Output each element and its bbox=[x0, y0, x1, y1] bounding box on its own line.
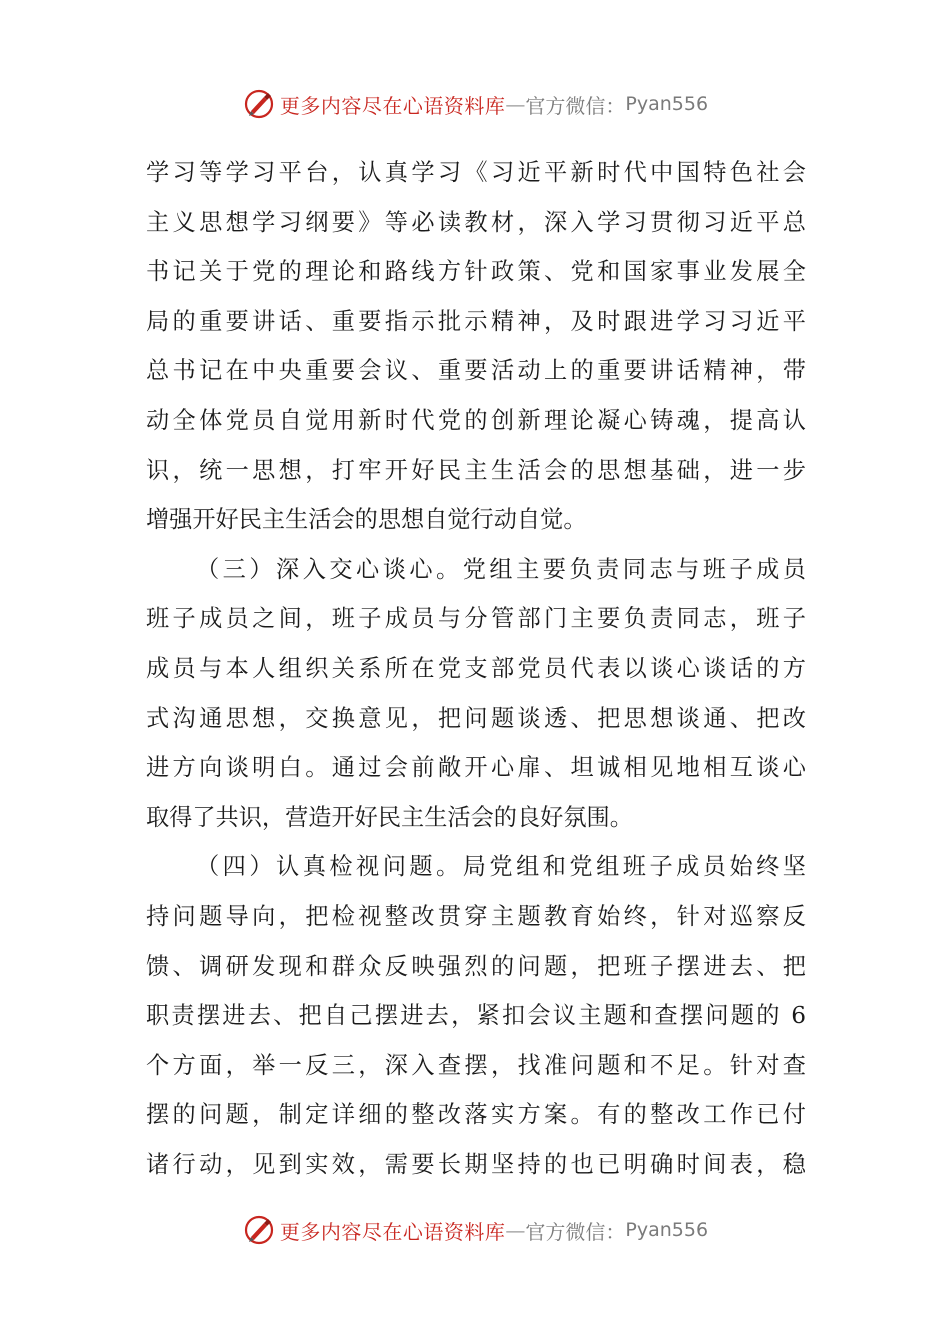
body-line: 成员与本人组织关系所在党支部党员代表以谈心谈话的方 bbox=[146, 654, 806, 682]
body-line: 班子成员之间，班子成员与分管部门主要负责同志，班子 bbox=[146, 605, 806, 633]
body-line: 书记关于党的理论和路线方针政策、党和国家事业发展全 bbox=[146, 258, 806, 286]
document-body bbox=[146, 148, 806, 1189]
body-line: 馈、调研发现和群众反映强烈的问题，把班子摆进去、把 bbox=[146, 952, 806, 980]
header-banner bbox=[0, 82, 950, 126]
header-separator: — bbox=[505, 92, 526, 116]
body-line: 学习等学习平台，认真学习《习近平新时代中国特色社会 bbox=[146, 159, 806, 186]
body-line: 局的重要讲话、重要指示批示精神，及时跟进学习习近平 bbox=[146, 307, 806, 335]
body-line: 职责摆进去、把自己摆进去，紧扣会议主题和查摆问题的 6 bbox=[146, 1002, 806, 1030]
body-line: 动全体党员自觉用新时代党的创新理论凝心铸魂，提高认 bbox=[146, 406, 806, 434]
body-line: 增强开好民主生活会的思想自觉行动自觉。 bbox=[146, 506, 587, 534]
body-line: 诸行动，见到实效，需要长期坚持的也已明确时间表，稳 bbox=[146, 1150, 806, 1178]
footer-wechat-label: 官方微信： bbox=[525, 1219, 626, 1244]
body-line: 进方向谈明白。通过会前敞开心扉、坦诚相见地相互谈心 bbox=[146, 754, 806, 782]
body-line: 主义思想学习纲要》等必读教材，深入学习贯彻习近平总 bbox=[146, 208, 806, 236]
header-site-name: 更多内容尽在心语资料库 bbox=[279, 93, 506, 118]
footer-separator: — bbox=[505, 1218, 526, 1242]
footer-wechat-id: Pyan556 bbox=[625, 1219, 709, 1241]
body-line: 个方面，举一反三，深入查摆，找准问题和不足。针对查 bbox=[146, 1051, 806, 1079]
body-line: 识，统一思想，打牢开好民主生活会的思想基础，进一步 bbox=[146, 456, 806, 484]
footer-banner bbox=[0, 1208, 950, 1252]
body-line: 持问题导向，把检视整改贯穿主题教育始终，针对巡察反 bbox=[146, 902, 806, 930]
body-line: 摆的问题，制定详细的整改落实方案。有的整改工作已付 bbox=[146, 1101, 806, 1129]
header-wechat-label: 官方微信： bbox=[525, 93, 626, 118]
body-line: 取得了共识，营造开好民主生活会的良好氛围。 bbox=[146, 803, 633, 831]
section-heading-line: （三）深入交心谈心。党组主要负责同志与班子成员 bbox=[196, 555, 806, 583]
pen-logo-icon bbox=[242, 1213, 276, 1247]
header-wechat-id: Pyan556 bbox=[625, 93, 709, 115]
pen-logo-icon bbox=[242, 87, 276, 121]
section-heading-line: （四）认真检视问题。局党组和党组班子成员始终坚 bbox=[196, 853, 806, 881]
body-line: 总书记在中央重要会议、重要活动上的重要讲话精神，带 bbox=[146, 357, 806, 385]
body-line: 式沟通思想，交换意见，把问题谈透、把思想谈通、把改 bbox=[146, 704, 806, 732]
footer-site-name: 更多内容尽在心语资料库 bbox=[279, 1219, 506, 1244]
